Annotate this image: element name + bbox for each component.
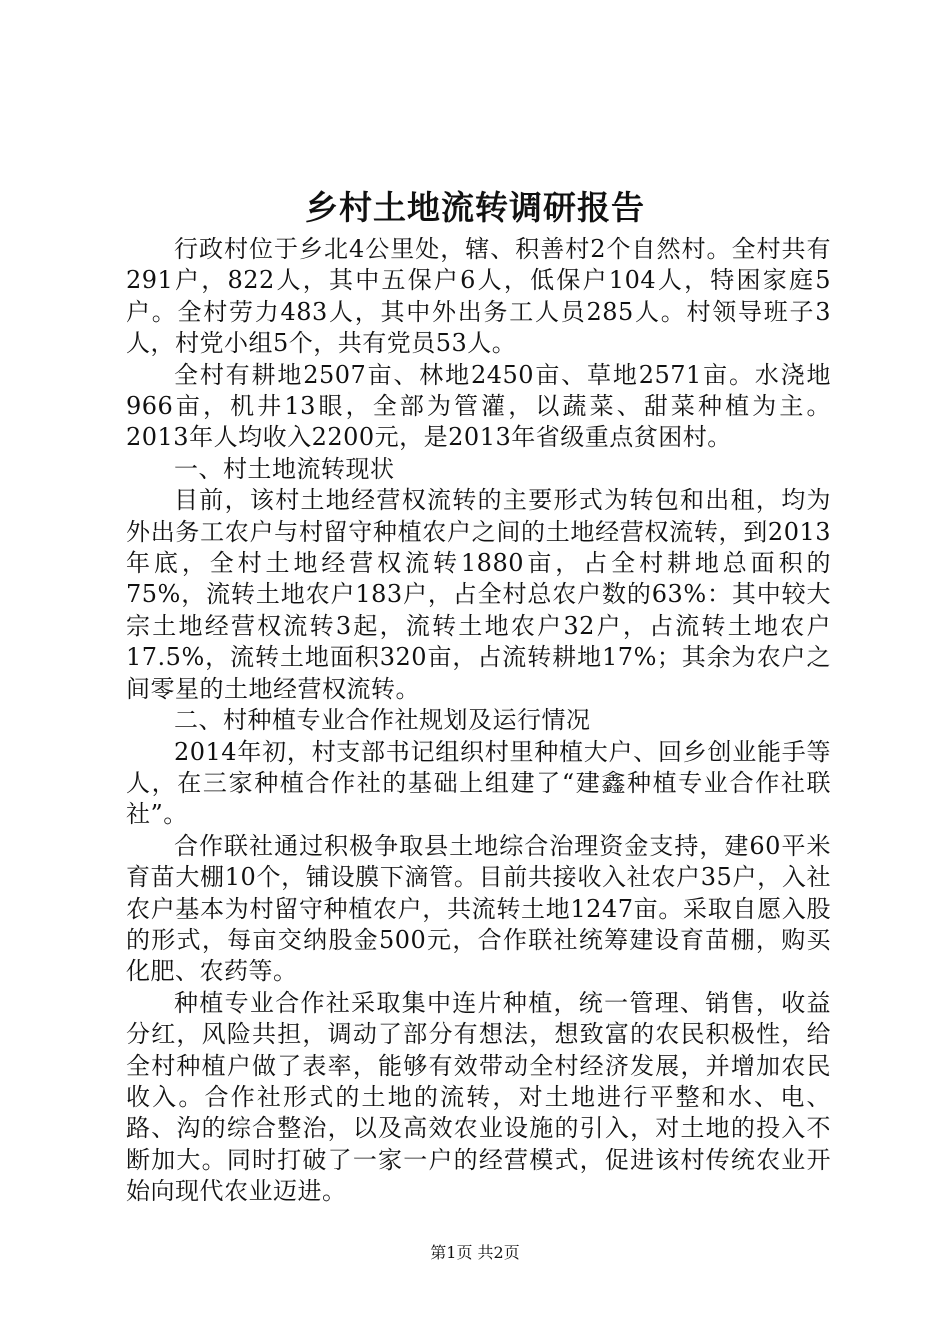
paragraph-cooperative-effects: 种植专业合作社采取集中连片种植，统一管理、销售，收益分红，风险共担，调动了部分有想法，想致富的农民积极性，给全村种植户做了表率，能够有效带动全村经济发展，并增加农民收入。合作社形式的土地的流转，对土地进行平整和水、电、路、沟的综合整治，以及高效农业设施的引入，对土地的投入不断加大。同时打破了一家一户的经营模式，促进该村传统农业开始向现代农业迈进。	[126, 988, 831, 1206]
paragraph-cooperative-operations: 合作联社通过积极争取县土地综合治理资金支持，建60平米育苗大棚10个，铺设膜下滴管。目前共接收入社农户35户，入社农户基本为村留守种植农户，共流转土地1247亩。采取自愿入股的形式，每亩交纳股金500元，合作联社统筹建设育苗棚，购买化肥、农药等。	[126, 831, 831, 986]
paragraph-transfer-status: 目前，该村土地经营权流转的主要形式为转包和出租，均为外出务工农户与村留守种植农户之间的土地经营权流转，到2013年底，全村土地经营权流转1880亩，占全村耕地总面积的75%，流转土地农户183户，占全村总农户数的63%：其中较大宗土地经营权流转3起，流转土地农户32户，占流转土地农户17.5%，流转土地面积320亩，占流转耕地17%；其余为农户之间零星的土地经营权流转。	[126, 486, 831, 703]
paragraph-land-resources: 全村有耕地2507亩、林地2450亩、草地2571亩。水浇地966亩，机井13眼，全部为管灌，以蔬菜、甜菜种植为主。2013年人均收入2200元，是2013年省级重点贫困村。	[126, 360, 831, 452]
document-body	[126, 234, 831, 1208]
section-heading-1: 一、村土地流转现状	[174, 454, 395, 483]
page-footer: 第1页 共2页	[430, 1243, 520, 1262]
document-title: 乡村土地流转调研报告	[305, 188, 645, 227]
paragraph-cooperative-founding: 2014年初，村支部书记组织村里种植大户、回乡创业能手等人，在三家种植合作社的基础上组建了“建鑫种植专业合作社联社”。	[126, 737, 831, 829]
section-heading-2: 二、村种植专业合作社规划及运行情况	[174, 706, 591, 735]
paragraph-village-overview: 行政村位于乡北4公里处，辖、积善村2个自然村。全村共有291户，822人，其中五保户6人，低保户104人，特困家庭5户。全村劳力483人，其中外出务工人员285人。村领导班子3人，村党小组5个，共有党员53人。	[126, 235, 831, 358]
